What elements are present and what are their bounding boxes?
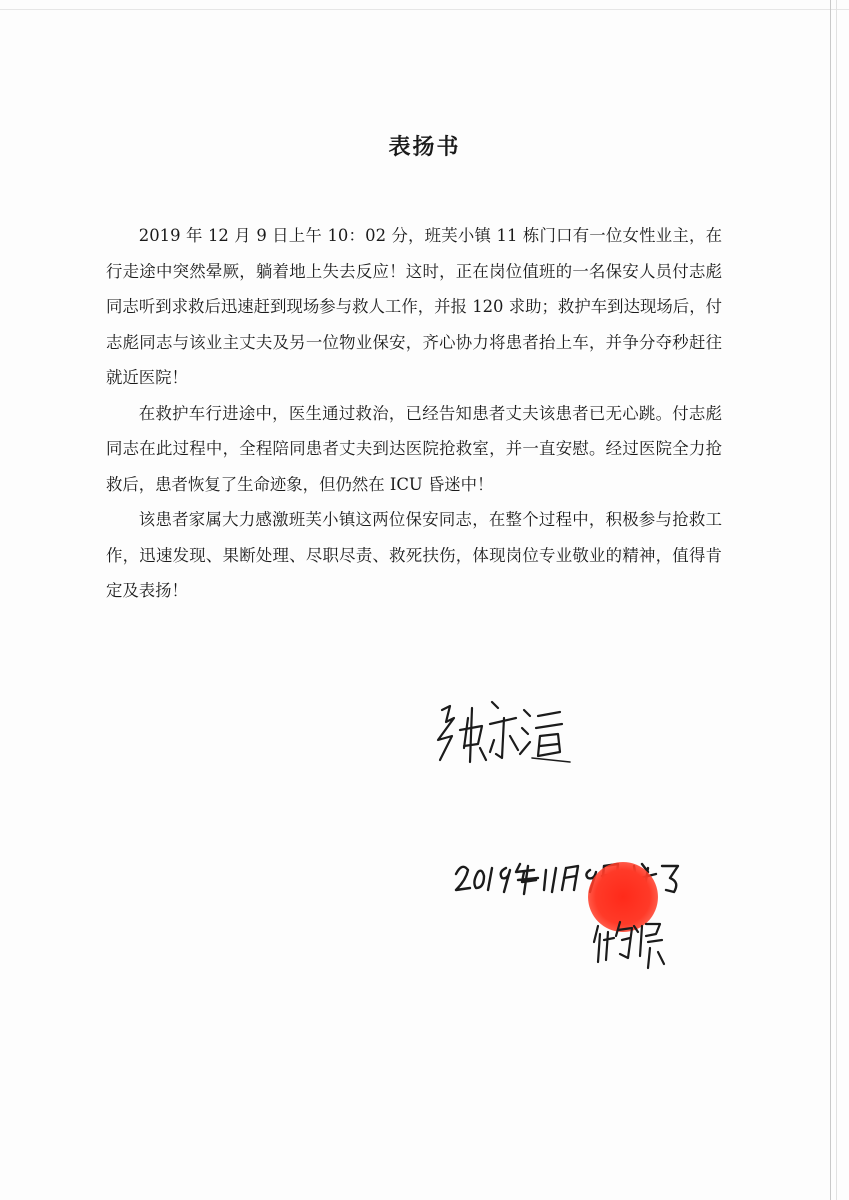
scan-edge-top [0,9,849,10]
letter-body [106,218,722,609]
paragraph-ambulance: 在救护车行进途中，医生通过救治，已经告知患者丈夫该患者已无心跳。付志彪同志在此过程中，全程陪同患者丈夫到达医院抢救室，并一直安慰。经过医院全力抢救后，患者恢复了生命迹象，但仍然在 ICU 昏迷中！ [106,403,722,494]
paragraph-gratitude: 该患者家属大力感激班芙小镇这两位保安同志，在整个过程中，积极参与抢救工作，迅速发现、果断处理、尽职尽责、救死扶伤，体现岗位专业敬业的精神，值得肯定及表扬！ [106,510,722,600]
handwritten-signature [420,688,580,778]
letter-title: 表扬书 [388,134,461,160]
second-handwritten-signature [590,912,670,982]
paragraph-incident: 2019 年 12 月 9 日上午 10：02 分，班芙小镇 11 栋门口有一位女性业主，在行走途中突然晕厥，躺着地上失去反应！这时，正在岗位值班的一名保安人员付志彪同志听到求救后迅速赶到现场参与救人工作，并报 120 求助；救护车到达现场后，付志彪同志与该业主丈夫及另一位物业保安，齐心协力将患者抬上车，并争分夺秒赶往就近医院！ [106,226,722,387]
scan-edge-right-outer [836,0,837,1200]
scan-edge-right [830,0,831,1200]
